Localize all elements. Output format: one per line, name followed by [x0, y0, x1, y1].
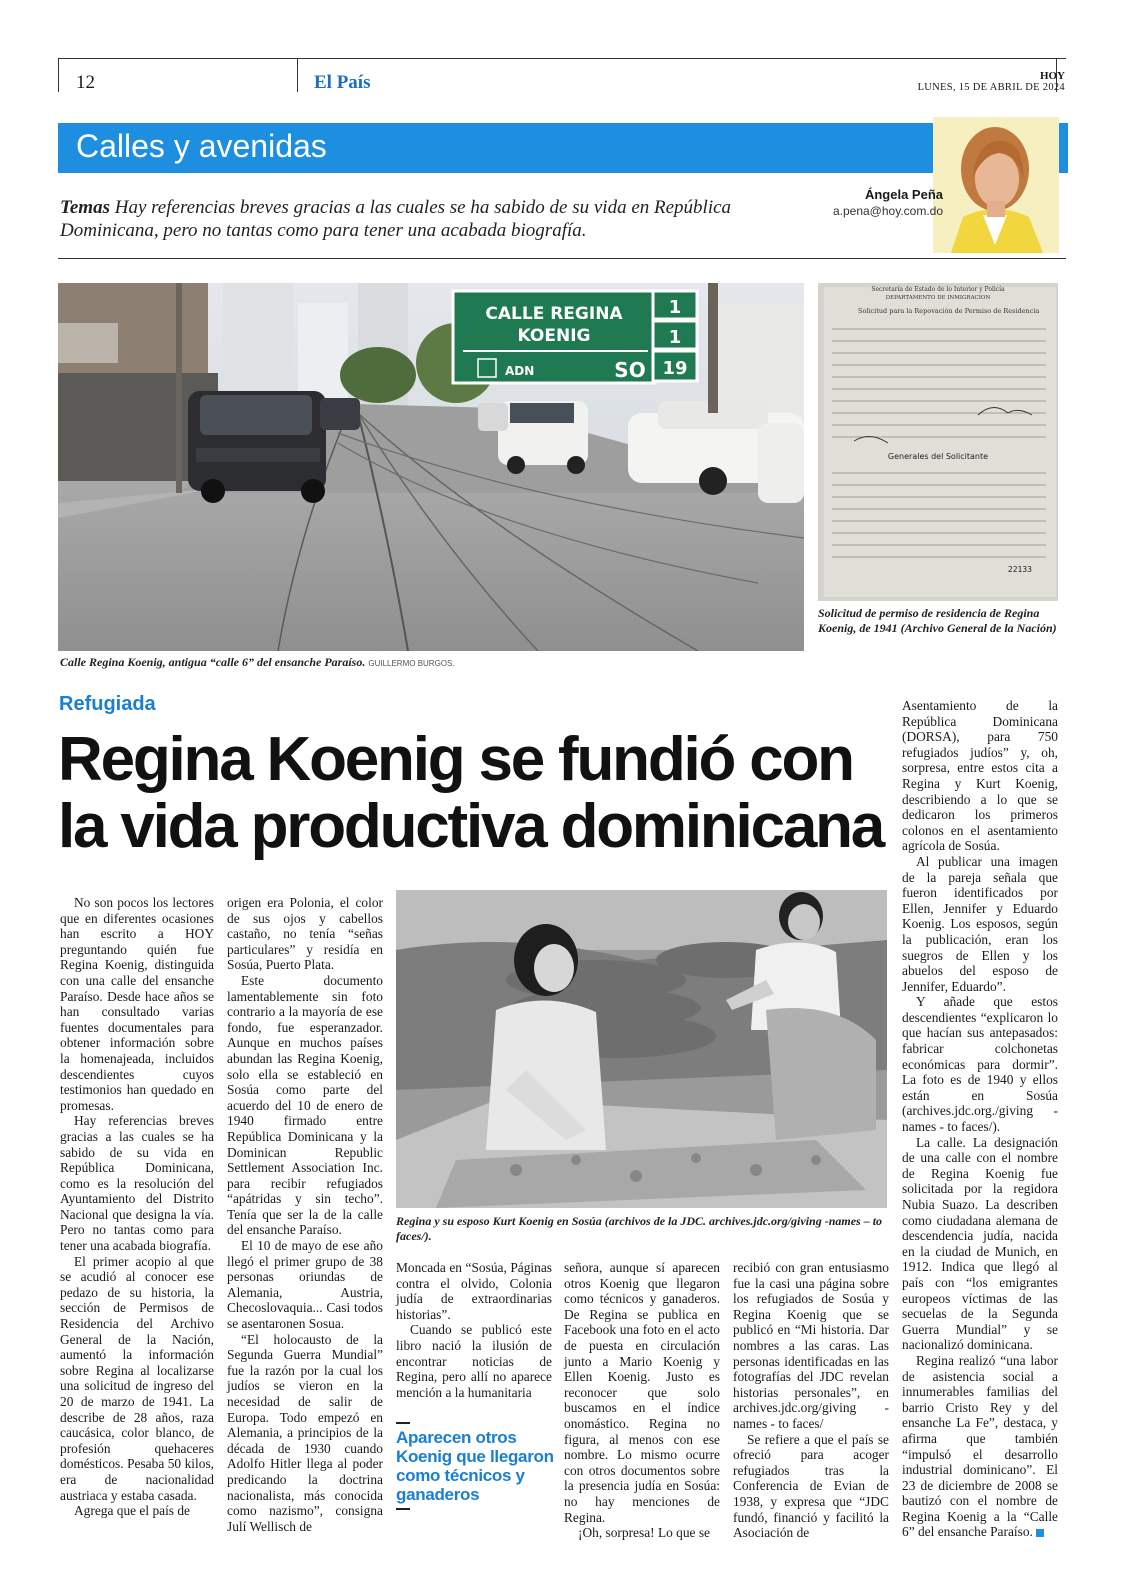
sign-number-3: 19 [662, 358, 688, 379]
doc-header-2: DEPARTAMENTO DE INMIGRACION [885, 295, 991, 301]
end-of-article-icon [1036, 1529, 1044, 1537]
paragraph: señora, aunque sí aparecen otros Koenig que llegaron como técnicos y ganaderos. De Regina se publica en Facebook una foto en el acto de puesta en circulación junto a Mario Koenig y Ellen Koenig. Justo es reconocer que solo buscamos en el índice onomástico. Regina no figura, al menos con ese nombre. Lo mismo ocurre con otros documentos sobre la presencia judía en Sosúa: no hay menciones de Regina. [564, 1260, 720, 1525]
paragraph: El primer acopio al que se acudió al conocer ese pedazo de su historia, la sección de Permisos de Residencia del Archivo General de la Nación, aumentó la información sobre Regina al localizarse una solicitud de ingreso del 20 de marzo de 1941. La describe de 28 años, raza caucásica, color blanco, de profesión quehaceres domésticos. Pesaba 50 kilos, era de nacionalidad austriaca y estaba casada. [60, 1253, 214, 1503]
paragraph: Al publicar una imagen de la pareja señala que fueron identificados por Ellen, Jennifer y Eduardo Koenig. Los esposos, según la publicación, eran los suegros de Ellen y los abuelos del esposo de Jennifer, Eduardo”. [902, 853, 1058, 994]
paragraph: “El holocausto de la Segunda Guerra Mundial” fue la razón por la cual los judíos se vieron en la necesidad de salir de Europa. Todo empezó en Alemania, a principios de la década de 1930 cuando Adolfo Hitler llega al poder predicando la doctrina nacionalista, más conocida como nazismo”, consigna Julí Wellisch de [227, 1331, 383, 1534]
doc-header-1: Secretaría de Estado de lo Interior y Policía [871, 286, 1005, 293]
paragraph: No son pocos los lectores que en diferentes ocasiones han escrito a HOY preguntando quién fue Regina Koenig, distinguida con una calle del ensanche Paraíso. Desde hace años se han consultado varias fuentes documentales para obtener información sobre la homenajeada, incluidos descendientes cuyos testimonios han quedado en promesas. [60, 895, 214, 1113]
section-rule [58, 258, 1066, 259]
article-column-4 [564, 1260, 720, 1541]
paragraph: Agrega que el país de [74, 1503, 191, 1519]
photo-credit: GUILLERMO BURGOS. [368, 659, 455, 668]
paragraph: ¡Oh, sorpresa! Lo que se [578, 1525, 711, 1541]
column-title: Calles y avenidas [76, 128, 327, 164]
article-column-3 [396, 1260, 552, 1400]
header-divider [297, 58, 298, 92]
paragraph: Hay referencias breves gracias a las cuales se ha sabido de su vida en República Dominicana, como es la resolución del Ayuntamiento del Distrito Nacional que designa la vía. Pero no tantas como para tener una acabada biografía. [60, 1113, 214, 1254]
sign-number-1: 1 [668, 297, 682, 318]
couple-photo-caption: Regina y su esposo Kurt Koenig en Sosúa (archivos de la JDC. archives.jdc.org/giving -names – to faces/). [396, 1214, 883, 1243]
article-column-5 [733, 1260, 889, 1541]
newspaper-name: HOY [1039, 70, 1065, 82]
doc-number: 22133 [1007, 565, 1032, 574]
couple-photo [396, 890, 887, 1208]
kicker: Refugiada [59, 693, 156, 715]
sign-text-line2: KOENIG [517, 326, 591, 346]
paragraph: Se refiere a que el país se ofreció para acoger refugiados tras la Conferencia de Evian de 1938, y expresa que “JDC fundó, financió y facilitó la Asociación de [733, 1431, 889, 1541]
author-email[interactable]: a.pena@hoy.com.do [832, 204, 943, 218]
sign-text-line1: CALLE REGINA [485, 304, 623, 324]
residence-permit-photo [818, 283, 1058, 601]
paragraph: El 10 de mayo de ese año llegó el primer grupo de 38 personas oriundas de Alemania, Austria, Checoslovaquia... Casi todos se asentaronen Sosua. [227, 1238, 383, 1332]
pull-quote-text: Aparecen otros Koenig que llegaron como técnicos y ganaderos [396, 1428, 554, 1504]
paragraph: La calle. La designación de una calle con el nombre de Regina Koenig fue solicitada por la regidora Nubia Suazo. La describen como ciudadana alemana de descendencia judía, nacida en la ciudad de Munich, en 1912. Indica que llegó al país con “los emigrantes europeos víctimas de las secuelas de la Segunda Guerra Mundial” y se nacionalizó dominicana. [902, 1134, 1058, 1353]
temas-label: Temas [60, 197, 110, 218]
pull-quote [396, 1418, 556, 1514]
headline: Regina Koenig se fundió con la vida productiva dominicana [58, 725, 884, 861]
sign-text-so: SO [614, 358, 646, 382]
article-column-2 [227, 895, 383, 1534]
final-paragraph-text: Regina realizó “una labor de asistencia social a innumerables familias del barrio Cristo Rey y del ensanche La Fe”, destaca, y afirma que también “impulsó el desarrollo industrial dominicano”. El 23 de diciembre de 2008 se bautizó con el nombre de Regina Koenig a la “Calle 6” del ensanche Paraíso. [902, 1352, 1058, 1540]
sign-text-adn: ADN [505, 364, 535, 378]
author-name: Ángela Peña [864, 187, 943, 202]
sign-number-2: 1 [668, 327, 682, 348]
pull-quote-rule [396, 1508, 410, 1510]
temas-text: Hay referencias breves gracias a las cuales se ha sabido de su vida en República Dominicana, pero no tantas como para tener una acabada biografía. [60, 197, 732, 241]
paragraph: Asentamiento de la República Dominicana (DORSA), para 750 refugiados judíos” y, oh, sorpresa, entre estos cita a Regina y Kurt Koenig, describiendo a lo que se dedicaron los primeros colonos en el asentamiento agrícola de Sosúa. [902, 698, 1058, 854]
paragraph: origen era Polonia, el color de sus ojos y cabellos castaño, no tenía “señas particulares” y residía en Sosúa, Puerto Plata. [227, 895, 383, 973]
doc-photo-caption: Solicitud de permiso de residencia de Regina Koenig, de 1941 (Archivo General de la Nación) [818, 606, 1057, 635]
author-portrait [933, 117, 1059, 253]
paragraph: Moncada en “Sosúa, Páginas contra el olvido, Colonia judía de extraordinarias historias”. [396, 1260, 552, 1322]
issue-date: LUNES, 15 DE ABRIL DE 2024 [917, 82, 1065, 93]
paragraph: Este documento lamentablemente sin foto contrario a la mayoría de ese fondo, fue esperanzador. Aunque en muchos países abundan las Regina Koenig, solo ella se estableció en Sosúa como parte del acuerdo del 10 de enero de 1940 firmado entre República Dominicana y la Dominican Republic Settlement Association Inc. para recibir refugiados “apátridas y sin techo”. Tenía que ser la de la calle del ensanche Paraíso. [227, 972, 383, 1238]
section-name: El País [314, 72, 371, 93]
article-column-1 [60, 895, 214, 1519]
temas-summary [60, 196, 820, 242]
paragraph: Y añade que estos descendientes “explicaron lo que hacían sus antepasados: fabricar colchonetas económicas para dormir”. La foto es de 1940 y ellos están en Sosúa (archives.jdc.org./giving - names - to faces/). [902, 994, 1058, 1135]
paragraph: Cuando se publicó este libro nació la ilusión de encontrar noticias de Regina, pero allí no aparece mención a la humanitaria [396, 1322, 552, 1400]
page-number: 12 [76, 72, 95, 93]
street-photo [58, 283, 804, 651]
paragraph: recibió con gran entusiasmo fue la casi una página sobre los refugiados de Sosúa y Regina Koenig que se publicó en “Mi historia. Dar nombres a las caras. Las personas identificadas en las fotografías del JDC revelan historias personales”, en archives.jdc.org/giving - names - to faces/ [733, 1260, 889, 1431]
header-rule [58, 58, 1066, 59]
street-caption-text: Calle Regina Koenig, antigua “calle 6” del ensanche Paraíso. [60, 655, 366, 669]
doc-generales: Generales del Solicitante [887, 452, 989, 461]
doc-header-3: Solicitud para la Repovación de Permiso de Residencia [858, 307, 1040, 315]
street-photo-caption [60, 655, 800, 671]
header-divider [58, 58, 59, 92]
paragraph [902, 1353, 1058, 1540]
article-column-6 [902, 698, 1058, 1540]
pull-quote-rule [396, 1422, 410, 1424]
